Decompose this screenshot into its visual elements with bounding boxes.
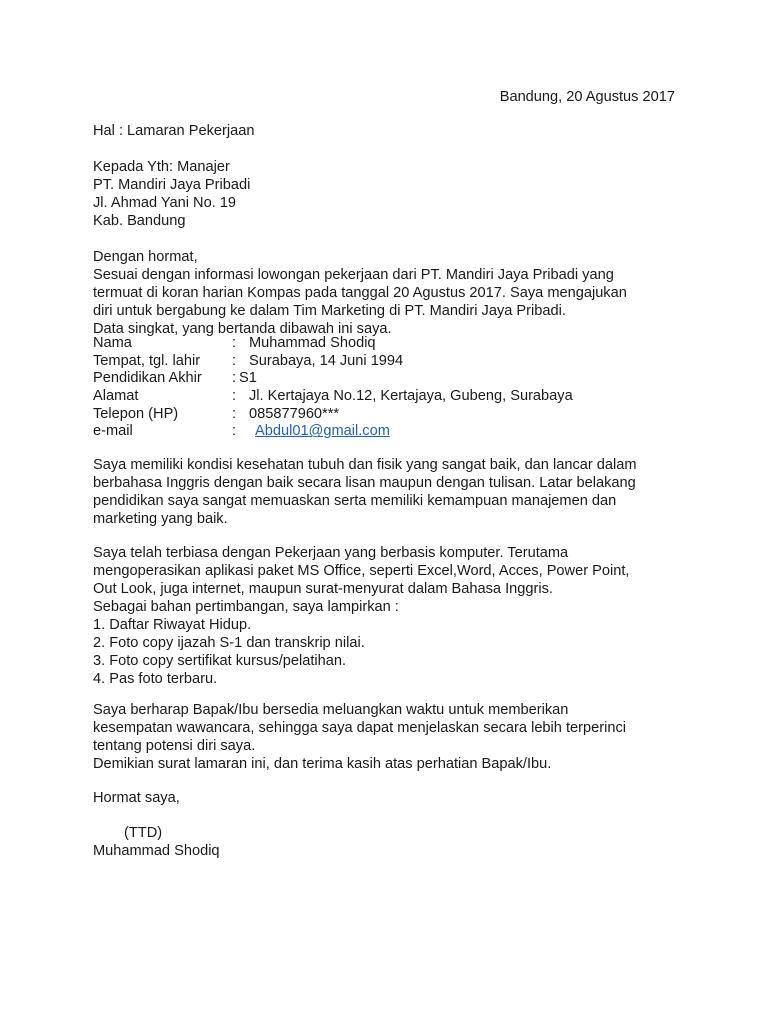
data-value: S1 bbox=[239, 370, 257, 387]
paragraph-line: marketing yang baik. bbox=[93, 511, 228, 527]
attachment-item: 2. Foto copy ijazah S-1 dan transkrip nilai. bbox=[93, 635, 365, 651]
data-row-alamat bbox=[93, 387, 693, 405]
recipient-line: Kepada Yth: Manajer bbox=[93, 159, 230, 175]
data-label: Alamat bbox=[93, 388, 139, 405]
data-value: Surabaya, 14 Juni 1994 bbox=[249, 352, 404, 369]
data-label: Telepon (HP) bbox=[93, 405, 179, 422]
opening-line: Data singkat, yang bertanda dibawah ini saya. bbox=[93, 321, 392, 337]
attachment-item: 4. Pas foto terbaru. bbox=[93, 671, 218, 687]
paragraph-line: Demikian surat lamaran ini, dan terima kasih atas perhatian Bapak/Ibu. bbox=[93, 756, 552, 772]
data-value: Muhammad Shodiq bbox=[249, 335, 376, 351]
attachment-item: 1. Daftar Riwayat Hidup. bbox=[93, 617, 252, 633]
opening-paragraph bbox=[93, 248, 627, 338]
recipient-line: PT. Mandiri Jaya Pribadi bbox=[93, 177, 251, 193]
subject-line bbox=[93, 122, 254, 140]
data-row-telepon bbox=[93, 405, 693, 423]
data-colon: : bbox=[232, 405, 237, 422]
data-colon: : bbox=[232, 370, 237, 387]
data-label: Nama bbox=[93, 335, 132, 351]
sender-name: Muhammad Shodiq bbox=[93, 843, 220, 859]
attachments-intro: Sebagai bahan pertimbangan, saya lampirkan : bbox=[93, 599, 399, 615]
data-row-ttl bbox=[93, 352, 693, 370]
data-colon: : bbox=[232, 388, 237, 405]
paragraph-line: tentang potensi diri saya. bbox=[93, 738, 256, 754]
data-label: Pendidikan Akhir bbox=[93, 370, 202, 387]
signature-block bbox=[93, 824, 220, 860]
recipient-line: Jl. Ahmad Yani No. 19 bbox=[93, 195, 237, 211]
data-value: Jl. Kertajaya No.12, Kertajaya, Gubeng, Surabaya bbox=[249, 388, 573, 405]
email-link[interactable]: Abdul01@gmail.com bbox=[255, 423, 390, 440]
paragraph-qualifications bbox=[93, 456, 637, 528]
paragraph-line: Saya memiliki kondisi kesehatan tubuh dan fisik yang sangat baik, dan lancar dalam bbox=[93, 457, 637, 473]
subject: Hal : Lamaran Pekerjaan bbox=[93, 123, 255, 139]
paragraph-skills bbox=[93, 544, 629, 688]
salutation: Dengan hormat, bbox=[93, 249, 198, 265]
recipient-block bbox=[93, 158, 250, 230]
paragraph-line: Out Look, juga internet, maupun surat-menyurat dalam Bahasa Inggris. bbox=[93, 581, 553, 597]
paragraph-closing bbox=[93, 701, 626, 773]
data-row-email bbox=[93, 422, 693, 440]
opening-line: Sesuai dengan informasi lowongan pekerjaan dari PT. Mandiri Jaya Pribadi yang bbox=[93, 267, 614, 283]
recipient-line: Kab. Bandung bbox=[93, 213, 186, 229]
closing-greeting: Hormat saya, bbox=[93, 790, 180, 806]
data-colon: : bbox=[232, 352, 237, 369]
paragraph-line: mengoperasikan aplikasi paket MS Office, seperti Excel,Word, Acces, Power Point, bbox=[93, 563, 630, 579]
data-colon: : bbox=[232, 423, 237, 440]
data-row-nama bbox=[93, 334, 693, 352]
data-label: e-mail bbox=[93, 423, 133, 440]
opening-line: diri untuk bergabung ke dalam Tim Marketing di PT. Mandiri Jaya Pribadi. bbox=[93, 303, 566, 319]
attachment-item: 3. Foto copy sertifikat kursus/pelatihan. bbox=[93, 653, 347, 669]
personal-data-table bbox=[93, 334, 693, 440]
paragraph-line: berbahasa Inggris dengan baik secara lisan maupun dengan tulisan. Latar belakang bbox=[93, 475, 636, 491]
data-value: 085877960*** bbox=[249, 405, 340, 422]
data-label: Tempat, tgl. lahir bbox=[93, 352, 201, 369]
paragraph-line: kesempatan wawancara, sehingga saya dapat menjelaskan secara lebih terperinci bbox=[93, 720, 626, 736]
paragraph-line: Saya telah terbiasa dengan Pekerjaan yang berbasis komputer. Terutama bbox=[93, 545, 569, 561]
opening-line: termuat di koran harian Kompas pada tanggal 20 Agustus 2017. Saya mengajukan bbox=[93, 285, 627, 301]
paragraph-line: Saya berharap Bapak/Ibu bersedia meluangkan waktu untuk memberikan bbox=[93, 702, 569, 718]
data-row-pendidikan bbox=[93, 369, 693, 387]
data-colon: : bbox=[232, 335, 237, 351]
closing-block bbox=[93, 789, 180, 807]
letter-date: Bandung, 20 Agustus 2017 bbox=[499, 89, 675, 105]
paragraph-line: pendidikan saya sangat memuaskan serta memiliki kemampuan manajemen dan bbox=[93, 493, 617, 509]
signature-placeholder: (TTD) bbox=[124, 825, 163, 841]
